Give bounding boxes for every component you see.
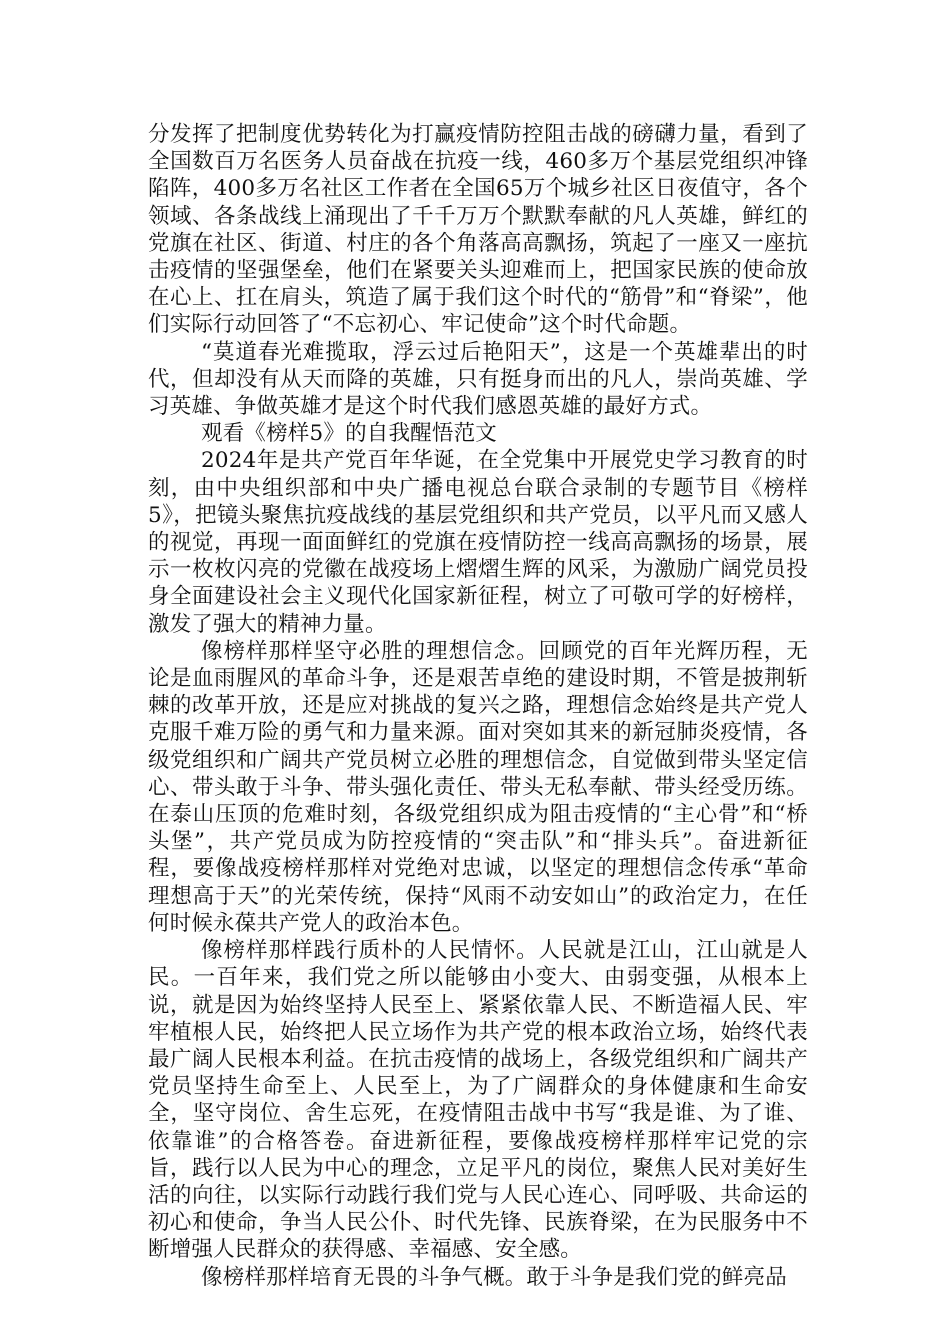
paragraph-5: 像榜样那样践行质朴的人民情怀。人民就是江山，江山就是人民。一百年来，我们党之所以能够由小变大、由弱变强，从根本上说，就是因为始终坚持人民至上、紧紧依靠人民、不断造福人民、牢牢植根人民，始终把人民立场作为共产党的根本政治立场，始终代表最广阔人民根本利益。在抗击疫情的战场上，各级党组织和广阔共产党员坚持生命至上、人民至上，为了广阔群众的身体健康和生命安全，坚守岗位、舍生忘死，在疫情阻击战中书写“我是谁、为了谁、依靠谁”的合格答卷。奋进新征程，要像战疫榜样那样牢记党的宗旨，践行以人民为中心的理念，立足平凡的岗位，聚焦人民对美好生活的向往，以实际行动践行我们党与人民心连心、同呼吸、共命运的初心和使命，争当人民公仆、时代先锋、民族脊梁，在为民服务中不断增强人民群众的获得感、幸福感、安全感。: [148, 938, 808, 1263]
section-heading: 观看《榜样5》的自我醒悟范文: [201, 421, 497, 447]
paragraph-3: 2024年是共产党百年华诞，在全党集中开展党史学习教育的时刻，由中央组织部和中央广播电视总台联合录制的专题节目《榜样5》，把镜头聚焦抗疫战线的基层党组织和共产党员，以平凡而又感人的视觉，再现一面面鲜红的党旗在疫情防控一线高高飘扬的场景，展示一枚枚闪亮的党徽在战疫场上熠熠生辉的风采，为激励广阔党员投身全面建设社会主义现代化国家新征程，树立了可敬可学的好榜样，激发了强大的精神力量。: [148, 448, 808, 637]
paragraph-1: 分发挥了把制度优势转化为打赢疫情防控阻击战的磅礴力量，看到了全国数百万名医务人员奋战在抗疫一线，460多万个基层党组织冲锋陷阵，400多万名社区工作者在全国65万个城乡社区日夜值守，各个领域、各条战线上涌现出了千千万万个默默奉献的凡人英雄，鲜红的党旗在社区、街道、村庄的各个角落高高飘扬，筑起了一座又一座抗击疫情的坚强堡垒，他们在紧要关头迎难而上，把国家民族的使命放在心上、扛在肩头，筑造了属于我们这个时代的“筋骨”和“脊梁”，他们实际行动回答了“不忘初心、牢记使命”这个时代命题。: [148, 122, 808, 338]
paragraph-4: 像榜样那样坚守必胜的理想信念。回顾党的百年光辉历程，无论是血雨腥风的革命斗争，还是艰苦卓绝的建设时期，不管是披荆斩棘的改革开放，还是应对挑战的复兴之路，理想信念始终是共产党人克服千难万险的勇气和力量来源。面对突如其来的新冠肺炎疫情，各级党组织和广阔共产党员树立必胜的理想信念，自觉做到带头坚定信心、带头敢于斗争、带头强化责任、带头无私奉献、带头经受历练。在泰山压顶的危难时刻，各级党组织成为阻击疫情的“主心骨”和“桥头堡”，共产党员成为防控疫情的“突击队”和“排头兵”。奋进新征程，要像战疫榜样那样对党绝对忠诚，以坚定的理想信念传承“革命理想高于天”的光荣传统，保持“风雨不动安如山”的政治定力，在任何时候永葆共产党人的政治本色。: [148, 638, 808, 936]
paragraph-6: 像榜样那样培育无畏的斗争气概。敢于斗争是我们党的鲜亮品: [201, 1264, 787, 1290]
document-body: [148, 121, 808, 1291]
paragraph-2: “莫道春光难揽取，浮云过后艳阳天”，这是一个英雄辈出的时代，但却没有从天而降的英雄，只有挺身而出的凡人，崇尚英雄、学习英雄、争做英雄才是这个时代我们感恩英雄的最好方式。: [148, 339, 808, 420]
